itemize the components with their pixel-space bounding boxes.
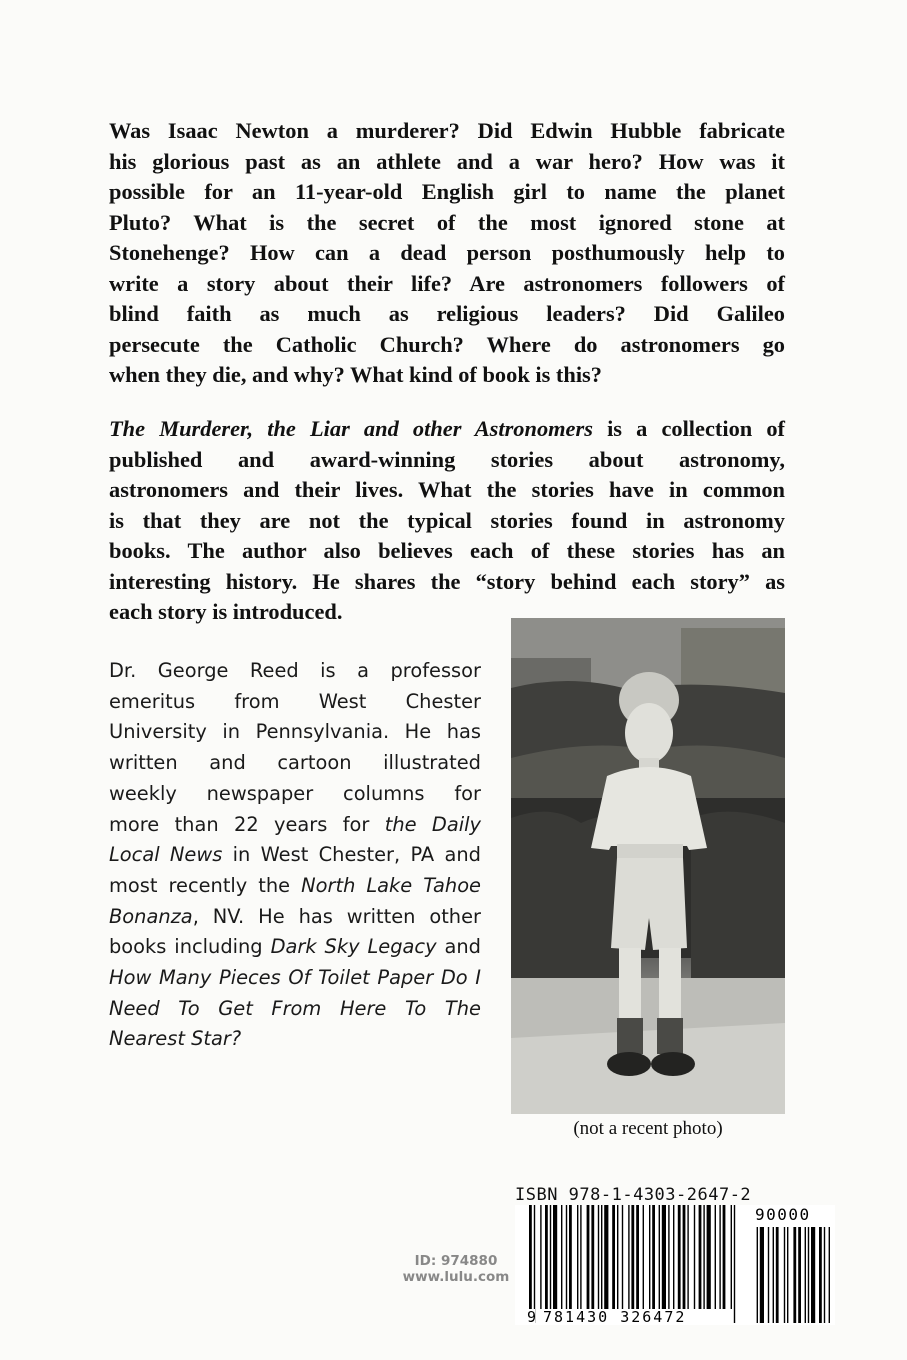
publisher-id: ID: 974880 <box>414 1253 498 1269</box>
barcode-graphic <box>515 1205 835 1325</box>
bio-line: How Many Pieces Of Toilet Paper Do I <box>109 966 481 990</box>
barcode-addon-bar <box>811 1227 815 1323</box>
barcode-bar <box>545 1205 548 1309</box>
barcode-bar <box>673 1205 674 1309</box>
barcode-addon-bar <box>773 1227 774 1323</box>
text-line: blind faith as much as religious leaders? Did Galileo <box>109 301 785 326</box>
barcode-addon-bar <box>768 1227 769 1323</box>
text-line <box>109 414 785 445</box>
bio-line <box>109 840 481 871</box>
barcode-bar <box>678 1205 681 1309</box>
text-line: Pluto? What is the secret of the most ignored stone at <box>109 209 785 235</box>
text-line: persecute the Catholic Church? Where do astronomers go <box>109 331 785 357</box>
text-line: Stonehenge? How can a dead person posthumously help to <box>109 240 785 265</box>
text-line: is that they are not the typical stories found in astronomy <box>109 507 785 533</box>
collection-description-paragraph <box>109 414 785 628</box>
barcode-bar <box>734 1205 735 1323</box>
barcode-bar <box>636 1205 639 1323</box>
author-bio <box>109 656 481 1055</box>
barcode-bar <box>580 1205 581 1309</box>
bio-line: University in Pennsylvania. He has <box>109 720 481 744</box>
barcode-bar <box>598 1205 599 1309</box>
barcode-bar <box>577 1205 578 1309</box>
barcode-bar <box>566 1205 567 1309</box>
barcode-bar <box>707 1205 711 1309</box>
ean-first-digit: 9 <box>527 1308 537 1325</box>
text-line: published and award-winning stories about astronomy, <box>109 446 785 472</box>
text-line: interesting history. He shares the “story behind each story” as <box>109 568 785 594</box>
text-line: Was Isaac Newton a murderer? Did Edwin Hubble fabricate <box>109 118 785 143</box>
barcode-addon-bar <box>798 1227 801 1323</box>
text-fragment: most recently the <box>109 873 302 897</box>
barcode-bar <box>622 1205 623 1309</box>
text-line: each story is introduced. <box>109 599 343 624</box>
bio-line: Need To Get From Here To The <box>109 996 481 1020</box>
intro-questions-paragraph <box>109 116 785 391</box>
text-fragment: is a collection of <box>592 416 786 441</box>
barcode-bar <box>683 1205 686 1309</box>
barcode-bar <box>550 1205 551 1309</box>
barcode-addon-bar <box>784 1227 785 1323</box>
barcode-addon-bar <box>824 1227 825 1323</box>
barcode-bar <box>715 1205 716 1309</box>
barcode-bar <box>687 1205 688 1309</box>
barcode-bar <box>529 1205 532 1323</box>
barcode-addon-bar <box>819 1227 822 1323</box>
barcode-addon-bar <box>793 1227 796 1323</box>
text-line: astronomers and their lives. What the stories have in common <box>109 477 785 502</box>
text-fragment: in West Chester, PA and <box>222 843 481 867</box>
barcode-bar <box>731 1205 732 1309</box>
barcode-bar <box>587 1205 590 1309</box>
book-title: Dark Sky Legacy <box>270 935 437 959</box>
isbn-label: ISBN 978-1-4303-2647-2 <box>515 1185 752 1205</box>
barcode-bar <box>534 1205 535 1323</box>
ean-digits: 781430 326472 <box>543 1308 687 1325</box>
bio-line: Nearest Star? <box>109 1027 242 1051</box>
barcode-bar <box>617 1205 618 1309</box>
text-line: possible for an 11-year-old English girl to name the planet <box>109 179 785 204</box>
barcode-bar <box>561 1205 562 1309</box>
barcode-bar <box>652 1205 655 1309</box>
publisher-info <box>396 1253 516 1285</box>
text-line: when they die, and why? What kind of book is this? <box>109 362 602 387</box>
barcode-bar <box>643 1205 644 1309</box>
author-childhood-photo <box>511 618 785 1114</box>
barcode-bar <box>659 1205 660 1309</box>
newspaper-title: Bonanza <box>109 904 193 928</box>
barcode-bar <box>601 1205 602 1309</box>
text-line: his glorious past as an athlete and a war hero? How was it <box>109 148 785 174</box>
barcode-bar <box>612 1205 615 1309</box>
barcode-bar <box>699 1205 702 1309</box>
book-title: The Murderer, the Liar and other Astronomers <box>109 416 593 441</box>
barcode-addon-bar <box>805 1227 806 1323</box>
barcode-addon-bar <box>776 1227 779 1323</box>
barcode-bar <box>628 1205 629 1309</box>
barcode-bar <box>668 1205 669 1309</box>
barcode-bar <box>604 1205 608 1309</box>
newspaper-title: the Daily <box>384 812 481 836</box>
barcode-addon-bar <box>787 1227 788 1323</box>
barcode-bar <box>719 1205 720 1309</box>
barcode-bar <box>649 1205 650 1309</box>
barcode-addon-bar <box>829 1227 830 1323</box>
bio-line: written and cartoon illustrated <box>109 751 481 775</box>
text-fragment: books including <box>109 935 271 959</box>
barcode-bar <box>662 1205 666 1309</box>
bio-line <box>109 902 481 933</box>
barcode-addon-bar <box>808 1227 809 1323</box>
photo-caption: (not a recent photo) <box>573 1118 723 1139</box>
barcode-bar <box>591 1205 594 1309</box>
text-line: write a story about their life? Are astronomers followers of <box>109 270 785 296</box>
photo-illustration <box>511 618 785 1114</box>
bio-line <box>109 871 481 902</box>
barcode-bar <box>631 1205 634 1323</box>
barcode-bar <box>703 1205 704 1309</box>
bio-line: Dr. George Reed is a professor <box>109 659 481 682</box>
text-fragment: , NV. He has written other <box>192 904 481 928</box>
newspaper-title: North Lake Tahoe <box>301 873 481 897</box>
barcode-bar <box>723 1205 726 1309</box>
text-line: books. The author also believes each of these stories has an <box>109 538 785 563</box>
bio-line: emeritus from West Chester <box>109 689 481 713</box>
text-fragment: and <box>436 935 481 959</box>
bio-line <box>109 810 481 841</box>
barcode-addon-bar <box>760 1227 764 1323</box>
isbn-barcode <box>515 1205 835 1325</box>
barcode-bar <box>569 1205 572 1309</box>
publisher-url: www.lulu.com <box>402 1269 510 1285</box>
barcode-bar <box>694 1205 695 1309</box>
barcode-addon-bar <box>757 1227 758 1323</box>
bio-line: weekly newspaper columns for <box>109 781 481 805</box>
addon-digits: 90000 <box>755 1205 811 1224</box>
newspaper-title: Local News <box>109 843 223 867</box>
barcode-bar <box>540 1205 541 1309</box>
bio-line <box>109 932 481 963</box>
text-fragment: more than 22 years for <box>109 812 385 836</box>
barcode-bar <box>553 1205 557 1309</box>
